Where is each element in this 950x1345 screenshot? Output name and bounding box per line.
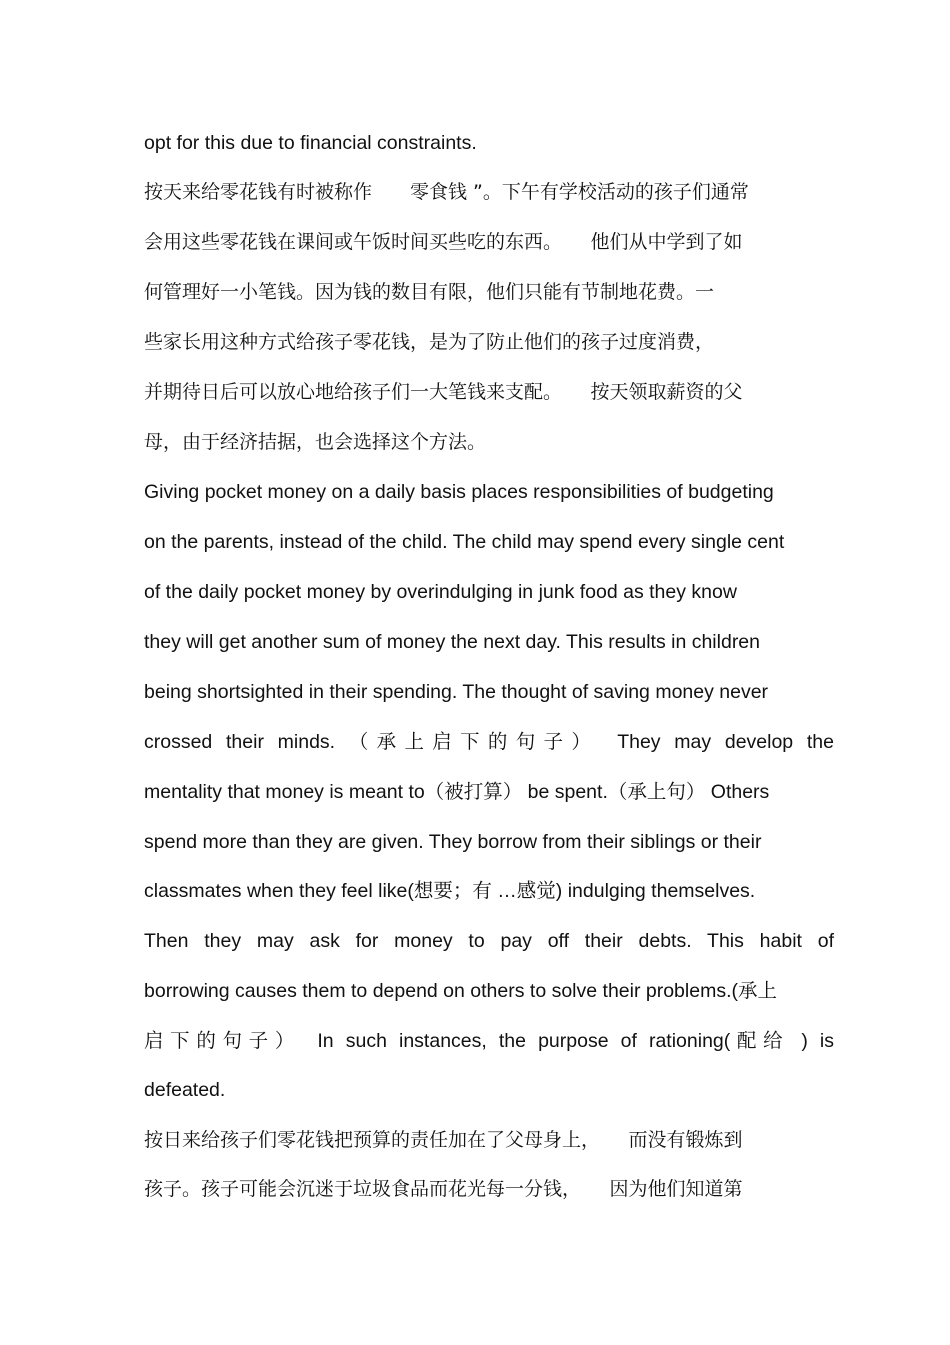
text-line: 些家长用这种方式给孩子零花钱，是为了防止他们的孩子过度消费， <box>144 331 715 353</box>
text-line: on the parents, instead of the child. The child may spend every single cent <box>144 531 785 553</box>
text-line: 启下的句子） In such instances, the purpose of rationing(配给 ) is <box>144 1030 834 1052</box>
text-line: 并期待日后可以放心地给孩子们一大笔钱来支配。 按天领取薪资的父 <box>144 381 743 403</box>
text-line: spend more than they are given. They borrow from their siblings or their <box>144 831 762 853</box>
text-line: classmates when they feel like(想要；有 …感觉) indulging themselves. <box>144 880 756 902</box>
text-line: being shortsighted in their spending. The thought of saving money never <box>144 681 769 703</box>
text-line: Then they may ask for money to pay off their debts. This habit of <box>144 930 834 952</box>
text-line: 母，由于经济拮据，也会选择这个方法。 <box>144 431 487 453</box>
text-line: Giving pocket money on a daily basis places responsibilities of budgeting <box>144 481 774 503</box>
text-line: 按日来给孩子们零花钱把预算的责任加在了父母身上， 而没有锻炼到 <box>144 1129 743 1151</box>
text-line: 何管理好一小笔钱。因为钱的数目有限，他们只能有节制地花费。一 <box>144 281 715 303</box>
text-line: they will get another sum of money the next day. This results in children <box>144 631 761 653</box>
text-line: opt for this due to financial constraints. <box>144 132 477 154</box>
text-line: 按天来给零花钱有时被称作 零食钱 ”。下午有学校活动的孩子们通常 <box>144 181 749 203</box>
text-line: defeated. <box>144 1079 226 1101</box>
text-line: 会用这些零花钱在课间或午饭时间买些吃的东西。 他们从中学到了如 <box>144 231 743 253</box>
text-line: of the daily pocket money by overindulging in junk food as they know <box>144 581 737 603</box>
text-line: borrowing causes them to depend on others to solve their problems.(承上 <box>144 980 777 1002</box>
text-line: crossed their minds. （承上启下的句子） They may develop the <box>144 731 834 753</box>
text-line: 孩子。孩子可能会沉迷于垃圾食品而花光每一分钱， 因为他们知道第 <box>144 1178 743 1200</box>
text-line: mentality that money is meant to（被打算） be spent.（承上句） Others <box>144 781 770 803</box>
